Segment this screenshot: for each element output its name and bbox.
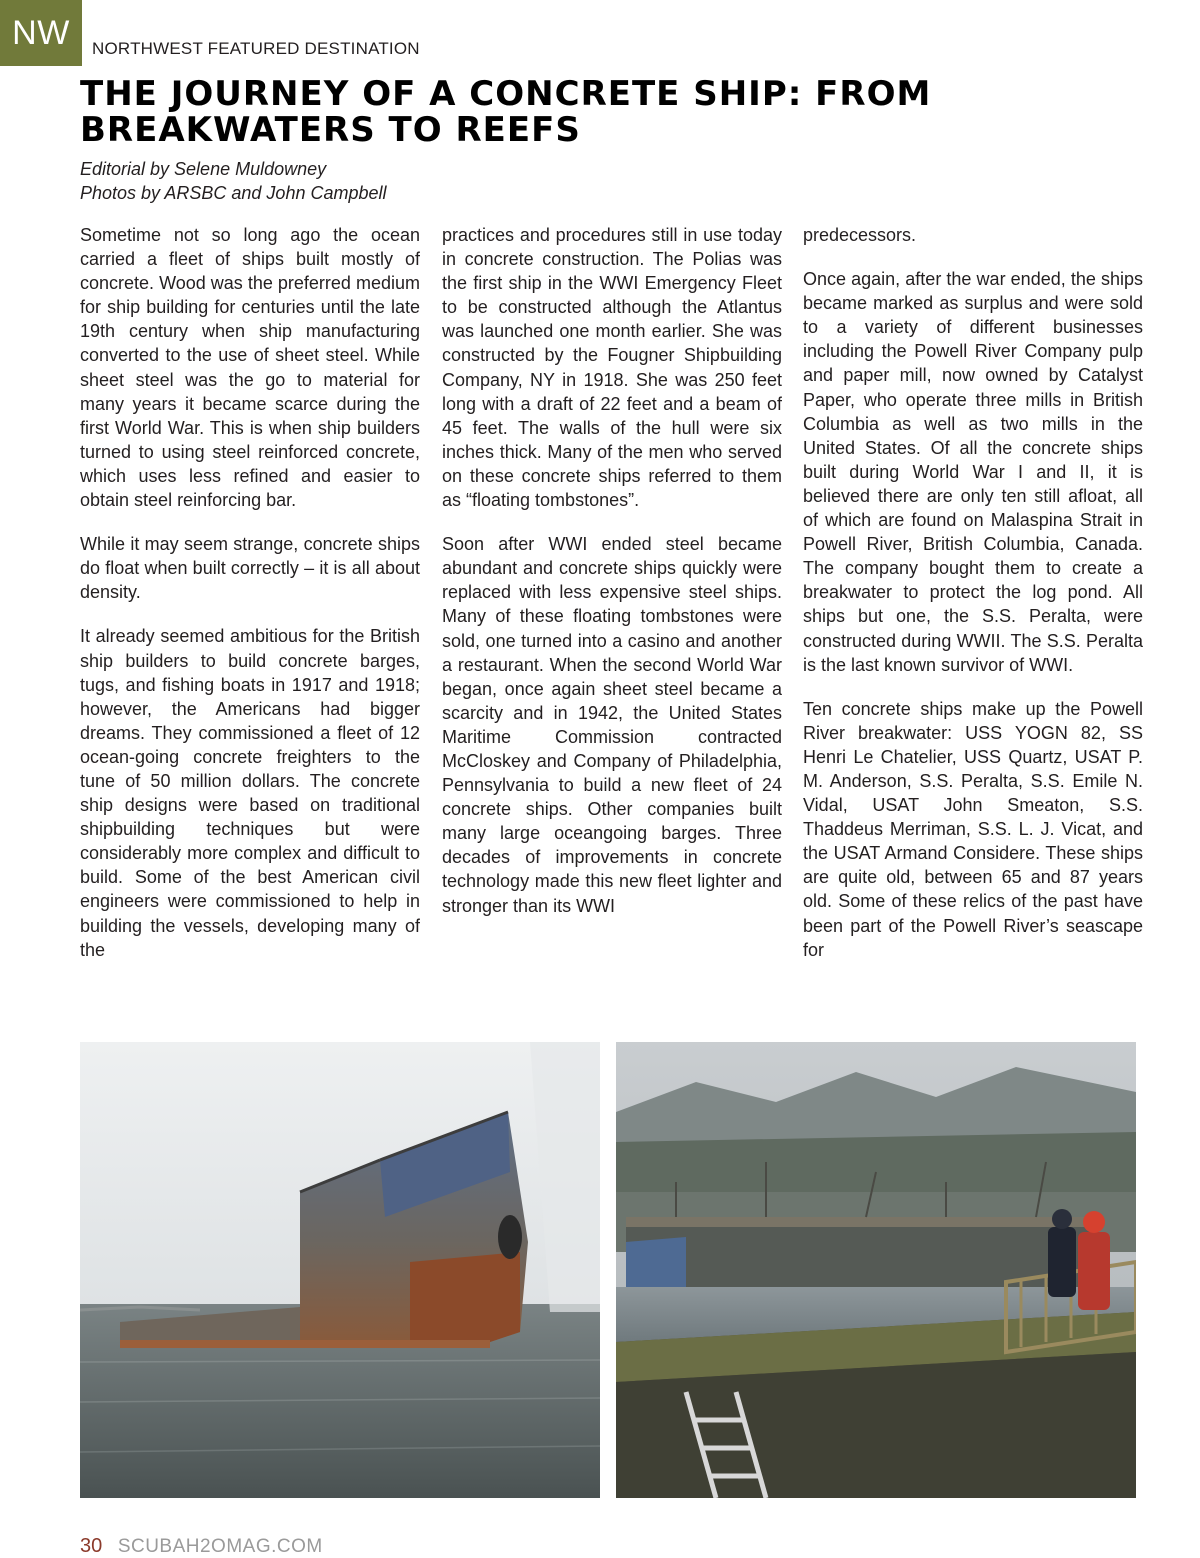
breakwater-ships-photo [616, 1042, 1136, 1498]
breakwater-ships-image [616, 1042, 1136, 1498]
page-footer [80, 1535, 323, 1558]
concrete-ship-hull-image [80, 1042, 600, 1498]
page-number: 30 [80, 1535, 103, 1557]
article-paragraph: predecessors. [803, 225, 917, 245]
section-badge: NW [0, 0, 82, 66]
concrete-ship-hull-photo [80, 1042, 600, 1498]
byline-editorial: Editorial by Selene Muldowney [80, 159, 327, 179]
article-paragraph: It already seemed ambitious for the British ship builders to build concrete barges, tugs, and fishing boats in 1917 and 1918; however, the Americans had bigger dreams. They commissioned a fleet of 12 ocean-going concrete freighters to the tune of 50 million dollars. The concrete ship designs were based on traditional shipbuilding techniques but were considerably more complex and difficult to build. Some of the best American civil engineers were commissioned to help in building the vessels, developing many of the [80, 626, 420, 960]
article-column-3 [803, 223, 1143, 1033]
byline-photos: Photos by ARSBC and John Campbell [80, 183, 387, 203]
site-url: SCUBAH2OMAG.COM [117, 1536, 323, 1557]
article-paragraph: Once again, after the war ended, the ships became marked as surplus and were sold to a variety of different businesses including the Powell River Company pulp and paper mill, now owned by Catalyst Paper, who operate three mills in British Columbia as well as two mills in the United States. Of all the concrete ships built during World War I and II, it is believed there are only ten still afloat, all of which are found on Malaspina Strait in Powell River, British Columbia, Canada. The company bought them to create a breakwater to protect the log pond. All ships but one, the S.S. Peralta, were constructed during WWII. The S.S. Peralta is the last known survivor of WWI. [803, 269, 1143, 675]
article-column-2 [442, 223, 782, 1033]
article-paragraph: Soon after WWI ended steel became abundant and concrete ships quickly were replaced with less expensive steel ships. Many of these floating tombstones were sold, one turned into a casino and another a restaurant. When the second World War began, once again sheet steel became a scarcity and in 1942, the United States Maritime Commission contracted McCloskey and Company of Philadelphia, Pennsylvania to build a new fleet of 24 concrete ships. Other companies built many large oceangoing barges. Three decades of improvements in concrete technology made this new fleet lighter and stronger than its WWI [442, 534, 782, 916]
section-label: NORTHWEST FEATURED DESTINATION [92, 39, 420, 58]
article-paragraph: practices and procedures still in use today in concrete construction. The Polias was the first ship in the WWI Emergency Fleet to be constructed although the Atlantus was launched one month earlier. She was constructed by the Fougner Shipbuilding Company, NY in 1918. She was 250 feet long with a draft of 22 feet and a beam of 45 feet. The walls of the hull were six inches thick. Many of the men who served on these concrete ships referred to them as “floating tombstones”. [442, 225, 782, 511]
byline [80, 157, 387, 205]
article-paragraph: Sometime not so long ago the ocean carried a fleet of ships built mostly of concrete. Wood was the preferred medium for ship building for centuries until the late 19th century when ship manufacturing converted to the use of sheet steel. While sheet steel was the go to material for many years it became scarce during the first World War. This is when ship builders turned to using steel reinforced concrete, which uses less refined and easier to obtain steel reinforcing bar. [80, 225, 420, 511]
article-title: THE JOURNEY OF A CONCRETE SHIP: FROM BREAKWATERS TO REEFS [80, 74, 932, 150]
article-column-1 [80, 223, 420, 1033]
article-paragraph: While it may seem strange, concrete ships do float when built correctly – it is all about density. [80, 534, 420, 603]
article-paragraph: Ten concrete ships make up the Powell River breakwater: USS YOGN 82, SS Henri Le Chatelier, USS Quartz, USAT P. M. Anderson, S.S. Peralta, S.S. Emile N. Vidal, USAT John Smeaton, S.S. Thaddeus Merriman, S.S. L. J. Vicat, and the USAT Armand Considere. These ships are quite old, between 65 and 87 years old. Some of these relics of the past have been part of the Powell River’s seascape for [803, 698, 1143, 960]
